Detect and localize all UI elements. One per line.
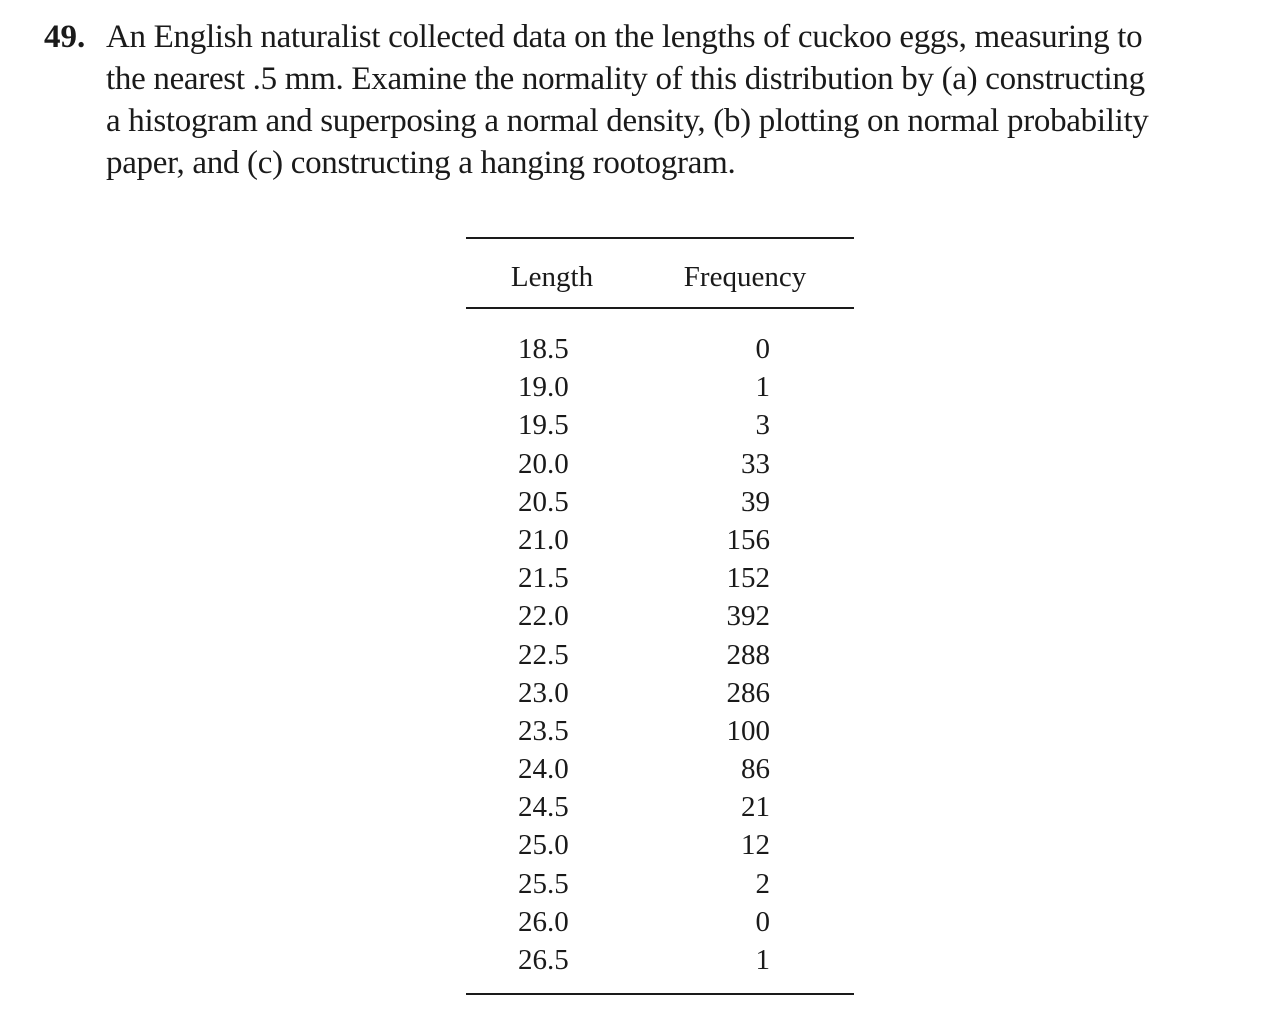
table-bottom-rule	[466, 993, 854, 995]
table-header	[466, 239, 854, 307]
problem-statement	[44, 16, 1224, 184]
problem-text-line: An English naturalist collected data on the lengths of cuckoo eggs, measuring to	[106, 19, 1143, 55]
cell-frequency: 39	[741, 485, 770, 518]
cell-length: 25.5	[518, 867, 569, 900]
cell-length: 20.0	[518, 447, 569, 480]
table-row	[466, 865, 854, 903]
problem-number: 49.	[44, 19, 86, 55]
cell-frequency: 21	[741, 791, 770, 824]
table-row	[466, 521, 854, 559]
cell-length: 24.5	[518, 791, 569, 824]
cell-length: 25.0	[518, 829, 569, 862]
column-header-frequency: Frequency	[683, 261, 807, 293]
table-row	[466, 368, 854, 406]
cell-length: 23.0	[518, 676, 569, 709]
cell-frequency: 100	[726, 714, 770, 747]
frequency-table	[466, 237, 854, 995]
cell-length: 26.5	[518, 944, 569, 976]
cell-frequency: 156	[726, 523, 770, 556]
column-header-length: Length	[510, 261, 594, 293]
cell-frequency: 3	[755, 409, 770, 442]
cell-frequency: 392	[726, 600, 770, 633]
table-row	[466, 903, 854, 941]
cell-frequency: 12	[741, 829, 770, 862]
problem-text-line: a histogram and superposing a normal density, (b) plotting on normal probability	[106, 103, 1149, 139]
table-row	[466, 788, 854, 826]
cell-frequency: 152	[726, 562, 770, 595]
cell-frequency: 1	[755, 944, 770, 976]
table-row	[466, 597, 854, 635]
problem-text-line: the nearest .5 mm. Examine the normality of this distribution by (a) constructing	[106, 61, 1145, 97]
cell-frequency: 0	[755, 333, 770, 365]
cell-frequency: 288	[726, 638, 770, 671]
table-row	[466, 483, 854, 521]
cell-frequency: 1	[755, 371, 770, 404]
table-row	[466, 445, 854, 483]
table-row	[466, 712, 854, 750]
cell-frequency: 86	[741, 753, 770, 786]
cell-length: 26.0	[518, 905, 569, 938]
cell-frequency: 33	[741, 447, 770, 480]
table-row	[466, 941, 854, 979]
table-row	[466, 636, 854, 674]
cell-length: 18.5	[518, 333, 569, 365]
cell-length: 21.0	[518, 523, 569, 556]
cell-length: 20.5	[518, 485, 569, 518]
cell-frequency: 286	[726, 676, 770, 709]
table-body	[466, 309, 854, 993]
table-row	[466, 330, 854, 368]
table-row	[466, 559, 854, 597]
cell-frequency: 0	[755, 905, 770, 938]
table-row	[466, 826, 854, 864]
cell-length: 23.5	[518, 714, 569, 747]
table-row	[466, 674, 854, 712]
cell-length: 21.5	[518, 562, 569, 595]
cell-length: 19.5	[518, 409, 569, 442]
table-row	[466, 750, 854, 788]
cell-length: 22.5	[518, 638, 569, 671]
problem-text	[106, 16, 1224, 184]
cell-length: 24.0	[518, 753, 569, 786]
cell-length: 19.0	[518, 371, 569, 404]
cell-length: 22.0	[518, 600, 569, 633]
problem-text-line: paper, and (c) constructing a hanging rootogram.	[106, 145, 736, 181]
cell-frequency: 2	[755, 867, 770, 900]
table-row	[466, 406, 854, 444]
